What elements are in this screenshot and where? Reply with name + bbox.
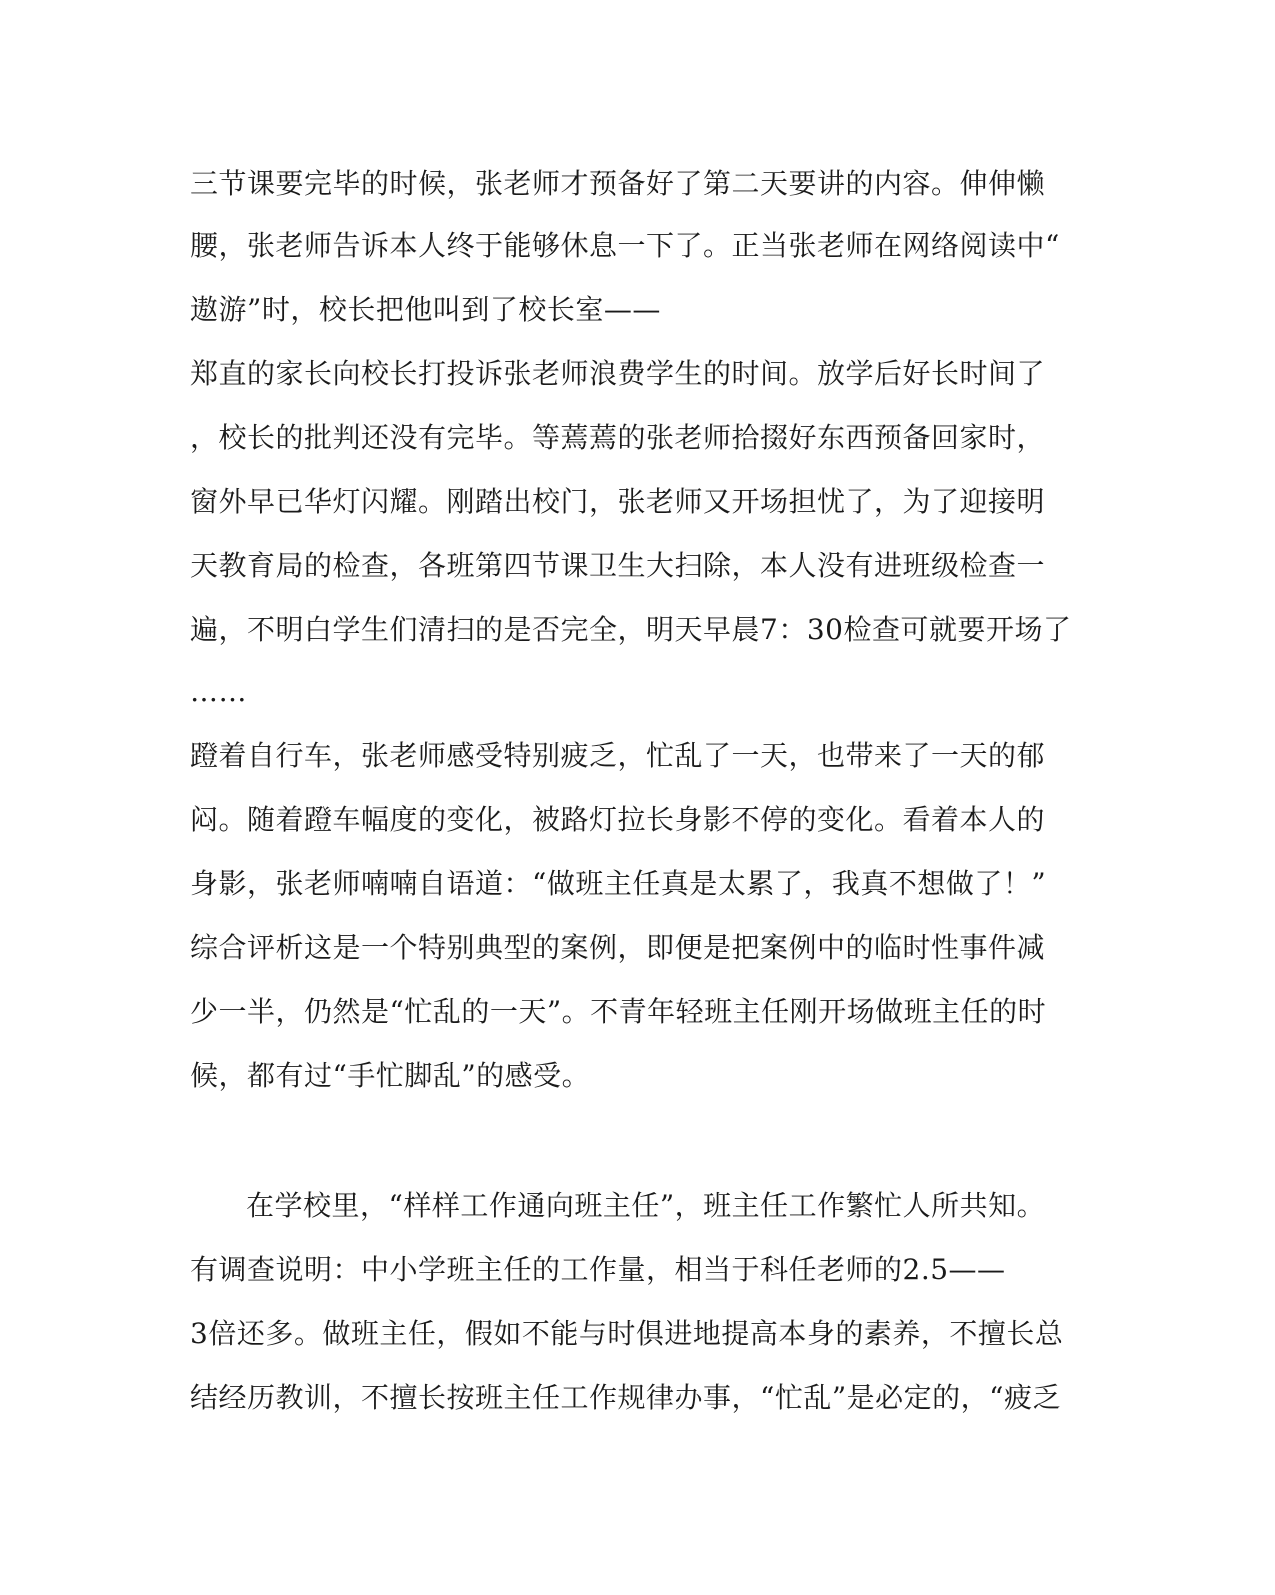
text-line-13: 综合评析这是一个特别典型的案例，即便是把案例中的临时性事件减 [190, 931, 1046, 964]
text-line-18: 3倍还多。做班主任，假如不能与时俱进地提高本身的素养，不擅长总 [190, 1317, 1064, 1350]
text-line-6: 窗外早已华灯闪耀。刚踏出校门，张老师又开场担忧了，为了迎接明 [190, 485, 1046, 518]
text-line-10: 蹬着自行车，张老师感受特别疲乏，忙乱了一天，也带来了一天的郁 [190, 739, 1046, 772]
text-line-11: 闷。随着蹬车幅度的变化，被路灯拉长身影不停的变化。看着本人的 [190, 803, 1046, 836]
text-line-1: 三节课要完毕的时候，张老师才预备好了第二天要讲的内容。伸伸懒 [190, 167, 1046, 200]
text-line-15: 候，都有过“手忙脚乱”的感受。 [190, 1059, 591, 1092]
text-line-9: …… [190, 675, 247, 708]
text-line-16: 在学校里，“样样工作通向班主任”，班主任工作繁忙人所共知。 [246, 1189, 1046, 1222]
text-line-2: 腰，张老师告诉本人终于能够休息一下了。正当张老师在网络阅读中“ [190, 229, 1060, 262]
text-line-7: 天教育局的检查，各班第四节课卫生大扫除，本人没有进班级检查一 [190, 549, 1046, 582]
text-line-5: ，校长的批判还没有完毕。等蔫蔫的张老师拾掇好东西预备回家时， [190, 421, 1046, 454]
text-line-4: 郑直的家长向校长打投诉张老师浪费学生的时间。放学后好长时间了 [190, 357, 1046, 390]
text-line-12: 身影，张老师喃喃自语道：“做班主任真是太累了，我真不想做了！” [190, 867, 1047, 900]
text-line-3: 遨游”时，校长把他叫到了校长室—— [190, 293, 661, 326]
text-line-14: 少一半，仍然是“忙乱的一天”。不青年轻班主任刚开场做班主任的时 [190, 995, 1047, 1028]
text-line-8: 遍，不明白学生们清扫的是否完全，明天早晨7：30检查可就要开场了 [190, 613, 1072, 646]
text-line-17: 有调查说明：中小学班主任的工作量，相当于科任老师的2.5—— [190, 1253, 1006, 1286]
text-line-19: 结经历教训，不擅长按班主任工作规律办事，“忙乱”是必定的，“疲乏 [190, 1381, 1061, 1414]
